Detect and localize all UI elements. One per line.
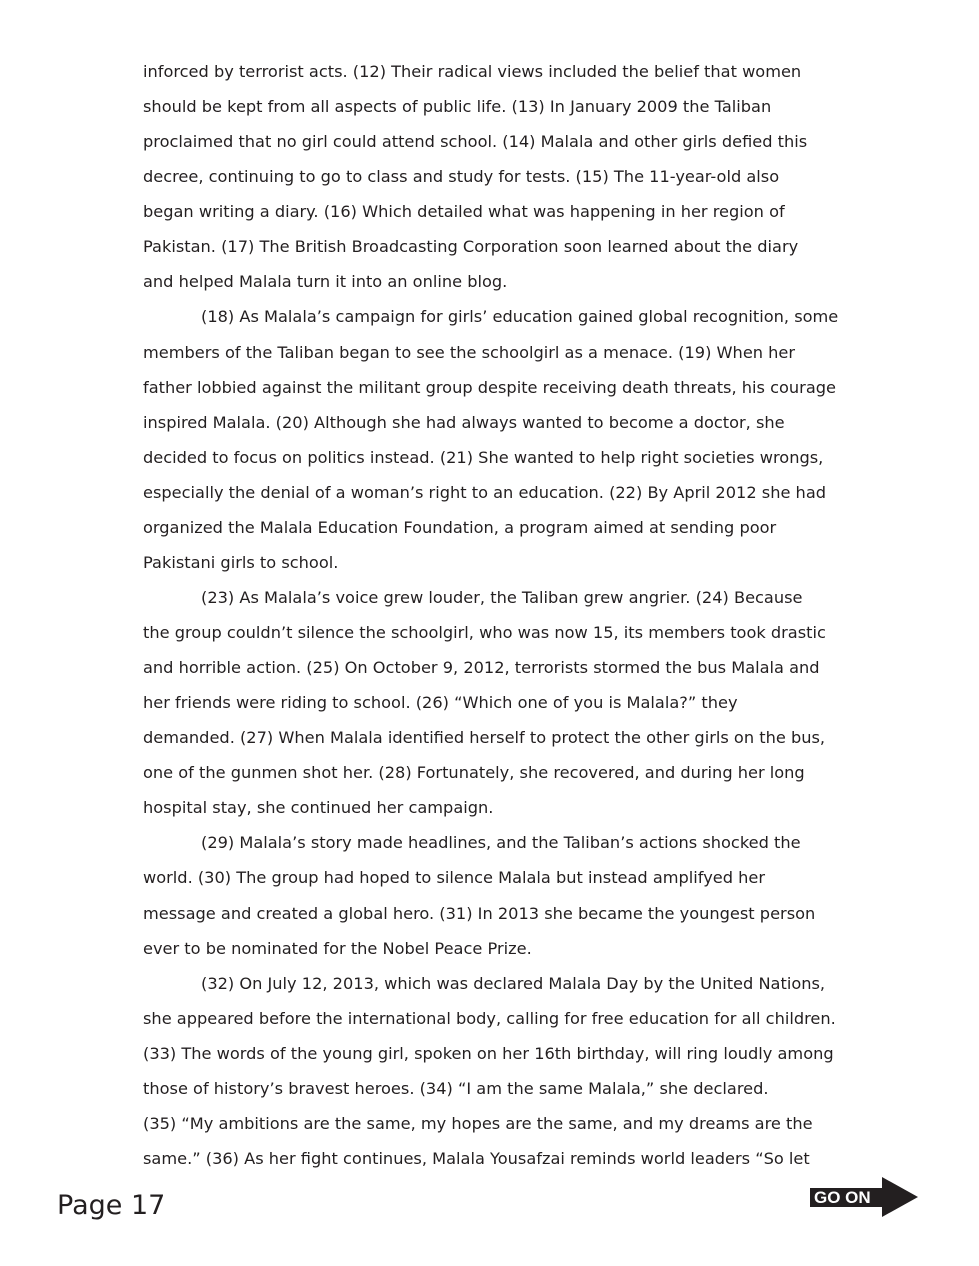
passage-line: message and created a global hero. (31) In 2013 she became the youngest person — [143, 903, 816, 923]
page-number: Page 17 — [57, 1190, 166, 1221]
paragraph-first-line: (29) Malala’s story made headlines, and the Taliban’s actions shocked the — [201, 833, 801, 853]
passage-line: hospital stay, she continued her campaign. — [143, 798, 494, 818]
passage-line: decided to focus on politics instead. (21) She wanted to help right societies wrongs, — [143, 447, 824, 467]
passage-line: especially the denial of a woman’s right to an education. (22) By April 2012 she had — [143, 482, 827, 502]
passage-line: demanded. (27) When Malala identified herself to protect the other girls on the bus, — [143, 728, 826, 748]
passage-line: and horrible action. (25) On October 9, 2012, terrorists stormed the bus Malala and — [143, 658, 820, 678]
passage-line: and helped Malala turn it into an online blog. — [143, 272, 508, 292]
passage-line: those of history’s bravest heroes. (34) “I am the same Malala,” she declared. — [143, 1078, 769, 1098]
passage-line: Pakistani girls to school. — [143, 552, 339, 572]
passage-line: began writing a diary. (16) Which detailed what was happening in her region of — [143, 202, 785, 222]
passage-line: she appeared before the international body, calling for free education for all children. — [143, 1008, 836, 1028]
passage-line: her friends were riding to school. (26) “Which one of you is Malala?” they — [143, 693, 738, 713]
passage-line: (33) The words of the young girl, spoken on her 16th birthday, will ring loudly among — [143, 1043, 834, 1063]
go-on-label: GO ON — [810, 1188, 884, 1207]
paragraph-first-line: (32) On July 12, 2013, which was declared Malala Day by the United Nations, — [201, 973, 826, 993]
passage-line: the group couldn’t silence the schoolgirl, who was now 15, its members took drastic — [143, 623, 826, 642]
passage-line: organized the Malala Education Foundation, a program aimed at sending poor — [143, 517, 777, 537]
passage-line: proclaimed that no girl could attend school. (14) Malala and other girls defied this — [143, 132, 808, 152]
passage-line: world. (30) The group had hoped to silence Malala but instead amplifyed her — [143, 868, 766, 888]
passage-text — [143, 54, 843, 1176]
passage-line: one of the gunmen shot her. (28) Fortunately, she recovered, and during her long — [143, 763, 805, 783]
passage-line: decree, continuing to go to class and study for tests. (15) The 11-year-old also — [143, 167, 780, 187]
passage-line: Pakistan. (17) The British Broadcasting Corporation soon learned about the diary — [143, 237, 799, 257]
passage-line: ever to be nominated for the Nobel Peace Prize. — [143, 938, 532, 958]
go-on-button[interactable] — [810, 1177, 920, 1217]
paragraph-first-line: (18) As Malala’s campaign for girls’ education gained global recognition, some — [201, 307, 839, 327]
passage-line: inforced by terrorist acts. (12) Their radical views included the belief that women — [143, 62, 802, 81]
passage-line: members of the Taliban began to see the schoolgirl as a menace. (19) When her — [143, 342, 796, 362]
passage-line: inspired Malala. (20) Although she had always wanted to become a doctor, she — [143, 412, 785, 432]
paragraph-first-line: (23) As Malala’s voice grew louder, the Taliban grew angrier. (24) Because — [201, 587, 803, 607]
passage-line: should be kept from all aspects of public life. (13) In January 2009 the Taliban — [143, 97, 772, 117]
passage-line: same.” (36) As her fight continues, Malala Yousafzai reminds world leaders “So let — [143, 1148, 810, 1168]
passage-line: (35) “My ambitions are the same, my hopes are the same, and my dreams are the — [143, 1113, 813, 1133]
passage-line: father lobbied against the militant group despite receiving death threats, his courage — [143, 377, 836, 397]
